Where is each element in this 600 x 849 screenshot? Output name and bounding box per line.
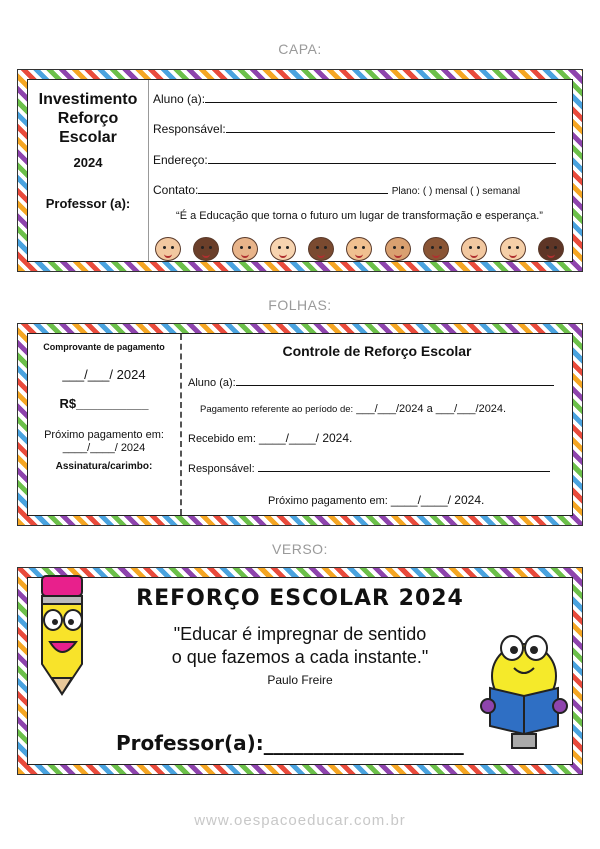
recebido-date[interactable]: ____/____/ 2024. — [258, 431, 353, 445]
assinatura-label: Assinatura/carimbo: — [55, 461, 153, 472]
contato-row — [153, 181, 566, 197]
controle-panel — [188, 334, 566, 515]
folhas-responsavel-line[interactable] — [258, 459, 550, 472]
verso-quote — [28, 623, 572, 669]
contato-line[interactable] — [198, 181, 388, 194]
responsavel-line[interactable] — [226, 120, 555, 133]
controle-title: Controle de Reforço Escolar — [282, 343, 472, 359]
proximo-right-date[interactable]: ____/____/ 2024. — [390, 493, 485, 507]
child-face-icon — [461, 237, 487, 261]
responsavel-row — [153, 120, 566, 136]
proximo-right-row — [268, 493, 566, 507]
child-face-icon — [538, 237, 564, 261]
proximo-label-left: Próximo pagamento em: — [44, 429, 164, 441]
folhas-responsavel-label: Responsável: — [188, 463, 255, 475]
contato-label: Contato: — [153, 183, 199, 197]
comprovante-date[interactable]: ___/___/ 2024 — [62, 367, 146, 382]
capa-left-panel — [28, 80, 149, 261]
aluno-row — [153, 90, 566, 106]
folhas-aluno-row — [188, 373, 566, 389]
endereco-label: Endereço: — [153, 153, 208, 167]
capa-card — [17, 69, 583, 272]
capa-title — [28, 90, 148, 147]
plano-label: Plano: ( ) mensal ( ) semanal — [391, 186, 521, 197]
child-face-icon — [346, 237, 372, 261]
rs-field[interactable]: R$__________ — [59, 396, 149, 411]
child-face-icon — [500, 237, 526, 261]
child-face-icon — [308, 237, 334, 261]
capa-year: 2024 — [73, 155, 103, 170]
child-face-icon — [155, 237, 181, 261]
endereco-line[interactable] — [208, 151, 556, 164]
folhas-aluno-line[interactable] — [236, 373, 554, 386]
capa-section-label: CAPA: — [278, 41, 322, 57]
periodo-dates[interactable]: ___/___/2024 a ___/___/2024. — [356, 403, 507, 415]
child-face-icon — [193, 237, 219, 261]
verso-quote-line2: o que fazemos a cada instante." — [171, 647, 429, 667]
folhas-responsavel-row — [188, 459, 566, 475]
endereco-row — [153, 151, 566, 167]
capa-form — [153, 80, 566, 261]
footer-url: www.oespacoeducar.com.br — [194, 812, 406, 829]
periodo-row — [200, 403, 566, 415]
child-face-icon — [270, 237, 296, 261]
aluno-line[interactable] — [205, 90, 557, 103]
recebido-label: Recebido em: — [188, 433, 256, 445]
capa-title-line3: Escolar — [59, 129, 117, 146]
folhas-section-label: FOLHAS: — [268, 297, 332, 313]
verso-section-label: VERSO: — [272, 541, 328, 557]
faces-row — [153, 237, 566, 261]
comprovante-panel — [28, 334, 182, 515]
aluno-label: Aluno (a): — [153, 92, 206, 106]
verso-author: Paulo Freire — [267, 673, 333, 687]
comprovante-label: Comprovante de pagamento — [43, 342, 165, 352]
child-face-icon — [423, 237, 449, 261]
capa-title-line2: Reforço — [57, 110, 119, 127]
proximo-right-label: Próximo pagamento em: — [268, 495, 388, 507]
verso-professor-line[interactable]: Professor(a):____________________ — [116, 731, 464, 755]
child-face-icon — [385, 237, 411, 261]
verso-quote-line1: "Educar é impregnar de sentido — [173, 624, 427, 644]
folhas-card — [17, 323, 583, 526]
capa-quote: “É a Educação que torna o futuro um lugar de transformação e esperança.” — [176, 210, 543, 222]
recebido-row — [188, 431, 566, 445]
responsavel-label: Responsável: — [153, 122, 226, 136]
child-face-icon — [232, 237, 258, 261]
proximo-date-left[interactable]: ____/____/ 2024 — [62, 442, 146, 454]
folhas-aluno-label: Aluno (a): — [188, 377, 236, 389]
periodo-label: Pagamento referente ao período de: — [200, 404, 354, 415]
verso-title: REFORÇO ESCOLAR 2024 — [136, 586, 464, 611]
verso-card — [17, 567, 583, 775]
capa-title-line1: Investimento — [38, 91, 138, 108]
capa-professor-label: Professor (a): — [45, 196, 131, 211]
